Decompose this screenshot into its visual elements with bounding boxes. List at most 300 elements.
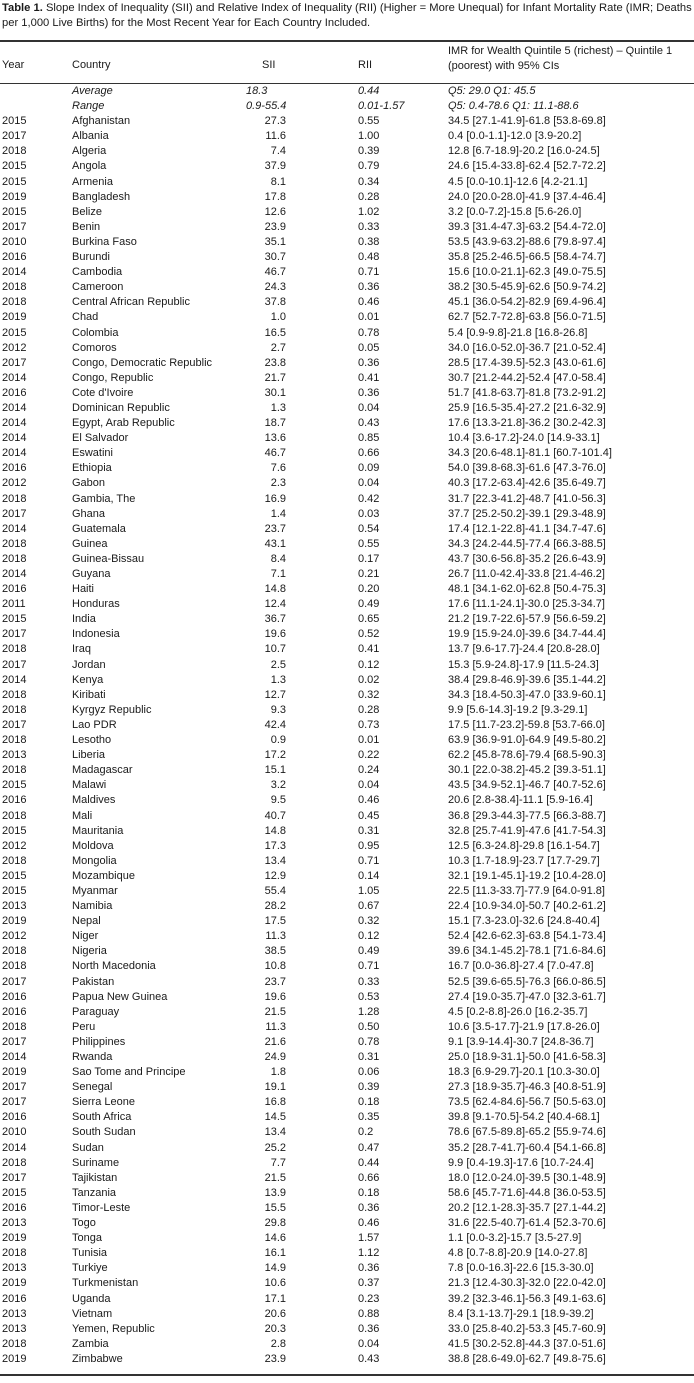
cell-imr: 4.5 [0.0-10.1]-12.6 [4.2-21.1] (448, 175, 588, 188)
cell-rii: 0.85 (358, 432, 380, 445)
cell-imr: 31.7 [22.3-41.2]-48.7 [41.0-56.3] (448, 492, 606, 505)
cell-rii: 0.43 (358, 417, 380, 430)
cell-sii: 19.1 (264, 1081, 286, 1094)
cell-rii: 0.53 (358, 990, 380, 1003)
table-row (0, 1231, 694, 1246)
cell-rii: 0.04 (358, 1337, 380, 1350)
cell-year: 2018 (2, 960, 27, 973)
table-row (0, 839, 694, 854)
cell-country: Congo, Democratic Republic (72, 356, 213, 369)
cell-country: Haiti (72, 583, 95, 596)
cell-imr: 17.6 [11.1-24.1]-30.0 [25.3-34.7] (448, 598, 605, 611)
cell-sii: 42.4 (264, 718, 286, 731)
cell-sii: 46.7 (264, 447, 286, 460)
cell-year: 2017 (2, 220, 27, 233)
cell-sii: 37.9 (264, 160, 286, 173)
cell-imr: 34.3 [18.4-50.3]-47.0 [33.9-60.1] (448, 688, 606, 701)
table-row (0, 295, 694, 310)
cell-rii: 0.18 (358, 1186, 380, 1199)
cell-country: Togo (72, 1217, 96, 1230)
cell-country: Peru (72, 1020, 96, 1033)
cell-country: Cambodia (72, 266, 123, 279)
cell-rii: 0.36 (358, 1262, 380, 1275)
cell-country: Zambia (72, 1337, 109, 1350)
table-row (0, 476, 694, 491)
cell-sii: 13.4 (264, 854, 286, 867)
summary-label: Range (72, 100, 105, 113)
cell-imr: 34.3 [20.6-48.1]-81.1 [60.7-101.4] (448, 447, 612, 460)
cell-country: Burkina Faso (72, 235, 137, 248)
cell-rii: 0.01 (358, 311, 380, 324)
cell-country: Angola (72, 160, 107, 173)
cell-sii: 18.7 (264, 417, 286, 430)
cell-imr: 4.5 [0.2-8.8]-26.0 [16.2-35.7] (448, 1005, 588, 1018)
table-row (0, 265, 694, 280)
cell-sii: 0.9 (270, 734, 286, 747)
cell-rii: 0.14 (358, 869, 380, 882)
table-row (0, 929, 694, 944)
cell-rii: 0.43 (358, 1352, 380, 1365)
cell-rii: 0.36 (358, 281, 380, 294)
cell-country: Afghanistan (72, 115, 131, 128)
cell-sii: 23.9 (264, 1352, 286, 1365)
cell-year: 2015 (2, 160, 27, 173)
cell-year: 2015 (2, 175, 27, 188)
cell-sii: 30.7 (264, 251, 286, 264)
table-row (0, 1337, 694, 1352)
cell-country: Belize (72, 205, 102, 218)
table-row (0, 703, 694, 718)
cell-sii: 27.3 (264, 115, 286, 128)
cell-rii: 0.36 (358, 356, 380, 369)
cell-sii: 20.6 (264, 1307, 286, 1320)
cell-year: 2015 (2, 1186, 27, 1199)
cell-sii: 3.2 (270, 779, 286, 792)
cell-year: 2016 (2, 1292, 27, 1305)
cell-country: Dominican Republic (72, 401, 170, 414)
cell-rii: 0.24 (358, 764, 380, 777)
table-row (0, 1020, 694, 1035)
cell-sii: 20.3 (264, 1322, 286, 1335)
cell-year: 2019 (2, 311, 27, 324)
table-row (0, 1125, 694, 1140)
cell-year: 2019 (2, 190, 27, 203)
cell-sii: 38.5 (264, 945, 286, 958)
cell-country: Albania (72, 130, 109, 143)
cell-year: 2018 (2, 854, 27, 867)
cell-year: 2014 (2, 673, 27, 686)
cell-year: 2015 (2, 613, 27, 626)
cell-year: 2018 (2, 688, 27, 701)
table-row (0, 175, 694, 190)
cell-imr: 27.3 [18.9-35.7]-46.3 [40.8-51.9] (448, 1081, 606, 1094)
cell-imr: 10.6 [3.5-17.7]-21.9 [17.8-26.0] (448, 1020, 600, 1033)
cell-year: 2018 (2, 281, 27, 294)
table-row (0, 1261, 694, 1276)
cell-rii: 0.36 (358, 386, 380, 399)
cell-country: Myanmar (72, 884, 118, 897)
table-row (0, 1216, 694, 1231)
cell-sii: 10.8 (264, 960, 286, 973)
cell-country: Jordan (72, 658, 106, 671)
bottom-rule (0, 1374, 694, 1376)
cell-rii: 0.50 (358, 1020, 380, 1033)
cell-imr: 28.5 [17.4-39.5]-52.3 [43.0-61.6] (448, 356, 606, 369)
cell-country: Sao Tome and Principe (72, 1066, 186, 1079)
cell-country: Niger (72, 930, 99, 943)
table-row (0, 416, 694, 431)
cell-country: Pakistan (72, 975, 115, 988)
cell-rii: 0.22 (358, 749, 380, 762)
cell-imr: 13.7 [9.6-17.7]-24.4 [20.8-28.0] (448, 643, 600, 656)
cell-sii: 25.2 (264, 1141, 286, 1154)
table-row (0, 1352, 694, 1367)
cell-country: Lesotho (72, 734, 112, 747)
cell-sii: 30.1 (264, 386, 286, 399)
cell-country: Kiribati (72, 688, 106, 701)
cell-rii: 0.55 (358, 537, 380, 550)
table-row (0, 1080, 694, 1095)
cell-sii: 1.4 (270, 507, 286, 520)
cell-sii: 15.5 (264, 1201, 286, 1214)
cell-rii: 0.2 (358, 1126, 374, 1139)
header-imr-line2: (poorest) with 95% CIs (448, 60, 560, 72)
cell-imr: 62.2 [45.8-78.6]-79.4 [68.5-90.3] (448, 749, 606, 762)
cell-imr: 36.8 [29.3-44.3]-77.5 [66.3-88.7] (448, 809, 606, 822)
cell-rii: 0.71 (358, 266, 380, 279)
cell-year: 2019 (2, 915, 27, 928)
cell-imr: 12.5 [6.3-24.8]-29.8 [16.1-54.7] (448, 839, 600, 852)
cell-country: Senegal (72, 1081, 113, 1094)
cell-rii: 0.03 (358, 507, 380, 520)
cell-country: Sierra Leone (72, 1096, 135, 1109)
table-row (0, 341, 694, 356)
cell-year: 2014 (2, 568, 27, 580)
cell-rii: 1.57 (358, 1232, 380, 1245)
cell-rii: 0.47 (358, 1141, 380, 1154)
summary-row-range (0, 99, 694, 114)
cell-sii: 12.9 (264, 869, 286, 882)
cell-sii: 23.9 (264, 220, 286, 233)
cell-sii: 14.6 (264, 1232, 286, 1245)
cell-imr: 32.8 [25.7-41.9]-47.6 [41.7-54.3] (448, 824, 606, 837)
cell-sii: 14.8 (264, 824, 286, 837)
table-row (0, 975, 694, 990)
cell-year: 2017 (2, 1171, 27, 1184)
cell-year: 2012 (2, 341, 27, 354)
cell-imr: 39.2 [32.3-46.1]-56.3 [49.1-63.6] (448, 1292, 606, 1305)
cell-year: 2018 (2, 1020, 27, 1033)
cell-imr: 9.9 [5.6-14.3]-19.2 [9.3-29.1] (448, 703, 588, 716)
table-row (0, 129, 694, 144)
cell-year: 2017 (2, 718, 27, 731)
table-row (0, 1110, 694, 1125)
cell-imr: 15.1 [7.3-23.0]-32.6 [24.8-40.4] (448, 915, 600, 928)
cell-rii: 0.38 (358, 235, 380, 248)
cell-country: Maldives (72, 794, 116, 807)
cell-country: Guinea-Bissau (72, 552, 145, 565)
cell-rii: 0.32 (358, 915, 380, 928)
cell-year: 2019 (2, 1352, 27, 1365)
cell-sii: 1.8 (270, 1066, 286, 1079)
cell-year: 2018 (2, 296, 27, 309)
table-row (0, 326, 694, 341)
header-year: Year (2, 59, 25, 71)
cell-year: 2018 (2, 764, 27, 777)
cell-sii: 11.3 (265, 1020, 286, 1033)
cell-rii: 0.04 (358, 477, 380, 490)
cell-year: 2016 (2, 386, 27, 399)
cell-year: 2017 (2, 1096, 27, 1109)
cell-sii: 14.8 (264, 583, 286, 596)
cell-sii: 10.6 (264, 1277, 286, 1290)
table-body (0, 84, 694, 1367)
cell-imr: 37.7 [25.2-50.2]-39.1 [29.3-48.9] (448, 507, 606, 520)
cell-year: 2013 (2, 1217, 27, 1230)
cell-imr: 24.0 [20.0-28.0]-41.9 [37.4-46.4] (448, 190, 606, 203)
cell-year: 2017 (2, 628, 27, 641)
cell-rii: 0.39 (358, 145, 380, 158)
cell-country: Guatemala (72, 522, 126, 535)
cell-rii: 0.34 (358, 175, 380, 188)
cell-country: South Sudan (72, 1126, 136, 1139)
cell-sii: 7.6 (270, 462, 286, 475)
table-row (0, 809, 694, 824)
cell-rii: 0.79 (358, 160, 380, 173)
cell-year: 2013 (2, 1307, 27, 1320)
cell-country: Egypt, Arab Republic (72, 417, 175, 430)
cell-rii: 0.21 (358, 568, 380, 580)
cell-year: 2010 (2, 235, 27, 248)
cell-sii: 16.1 (264, 1247, 286, 1260)
table-row (0, 990, 694, 1005)
cell-imr: 38.2 [30.5-45.9]-62.6 [50.9-74.2] (448, 281, 606, 294)
cell-sii: 2.8 (270, 1337, 286, 1350)
cell-year: 2018 (2, 492, 27, 505)
table-row (0, 627, 694, 642)
cell-year: 2016 (2, 794, 27, 807)
cell-rii: 0.28 (358, 190, 380, 203)
cell-sii: 11.6 (265, 130, 286, 143)
cell-imr: 16.7 [0.0-36.8]-27.4 [7.0-47.8] (448, 960, 594, 973)
cell-rii: 1.12 (358, 1247, 380, 1260)
cell-country: Kenya (72, 673, 104, 686)
cell-rii: 0.12 (358, 658, 380, 671)
table-row (0, 1201, 694, 1216)
cell-year: 2018 (2, 945, 27, 958)
cell-sii: 1.3 (270, 401, 286, 414)
cell-sii: 35.1 (264, 235, 286, 248)
cell-year: 2016 (2, 1201, 27, 1214)
cell-imr: 38.8 [28.6-49.0]-62.7 [49.8-75.6] (448, 1352, 606, 1365)
summary-imr: Q5: 0.4-78.6 Q1: 11.1-88.6 (448, 100, 579, 113)
cell-year: 2012 (2, 930, 27, 943)
cell-year: 2019 (2, 1066, 27, 1079)
cell-rii: 0.49 (358, 598, 380, 611)
summary-sii: 18.3 (246, 85, 268, 97)
summary-row-average (0, 84, 694, 99)
cell-imr: 17.6 [13.3-21.8]-36.2 [30.2-42.3] (448, 417, 606, 430)
header-sii: SII (262, 59, 276, 71)
cell-year: 2018 (2, 552, 27, 565)
cell-year: 2014 (2, 1051, 27, 1063)
table-row (0, 884, 694, 899)
cell-imr: 31.6 [22.5-40.7]-61.4 [52.3-70.6] (448, 1217, 606, 1230)
cell-sii: 21.5 (264, 1171, 286, 1184)
cell-rii: 0.18 (358, 1096, 380, 1109)
cell-sii: 9.5 (270, 794, 286, 807)
cell-sii: 29.8 (264, 1217, 286, 1230)
cell-rii: 0.88 (358, 1307, 380, 1320)
cell-rii: 0.33 (358, 975, 380, 988)
cell-sii: 46.7 (264, 266, 286, 279)
cell-sii: 24.3 (264, 281, 286, 294)
cell-year: 2015 (2, 205, 27, 218)
cell-sii: 13.4 (264, 1126, 286, 1139)
cell-sii: 17.5 (264, 915, 286, 928)
cell-imr: 34.3 [24.2-44.5]-77.4 [66.3-88.5] (448, 537, 606, 550)
cell-year: 2017 (2, 356, 27, 369)
cell-country: Mauritania (72, 824, 124, 837)
table-row (0, 144, 694, 159)
table-row (0, 1292, 694, 1307)
cell-rii: 0.71 (358, 854, 380, 867)
cell-imr: 10.4 [3.6-17.2]-24.0 [14.9-33.1] (448, 432, 600, 445)
cell-imr: 15.6 [10.0-21.1]-62.3 [49.0-75.5] (448, 266, 606, 279)
cell-imr: 4.8 [0.7-8.8]-20.9 [14.0-27.8] (448, 1247, 588, 1260)
table-row (0, 492, 694, 507)
cell-country: Colombia (72, 326, 119, 339)
cell-year: 2017 (2, 1081, 27, 1094)
cell-imr: 40.3 [17.2-63.4]-42.6 [35.6-49.7] (448, 477, 606, 490)
cell-imr: 52.4 [42.6-62.3]-63.8 [54.1-73.4] (448, 930, 606, 943)
cell-rii: 0.31 (358, 824, 380, 837)
cell-country: Yemen, Republic (72, 1322, 155, 1335)
cell-rii: 0.41 (358, 371, 380, 384)
table-row (0, 914, 694, 929)
cell-country: Malawi (72, 779, 107, 792)
table-row (0, 673, 694, 688)
header-country: Country (72, 59, 111, 71)
cell-imr: 18.0 [12.0-24.0]-39.5 [30.1-48.9] (448, 1171, 606, 1184)
cell-rii: 0.17 (358, 552, 380, 565)
cell-country: India (72, 613, 96, 626)
cell-year: 2013 (2, 749, 27, 762)
cell-sii: 17.2 (264, 749, 286, 762)
cell-country: Timor-Leste (72, 1201, 131, 1214)
cell-country: Gabon (72, 477, 106, 490)
cell-year: 2016 (2, 1005, 27, 1018)
cell-sii: 23.7 (264, 975, 286, 988)
cell-rii: 0.67 (358, 900, 380, 913)
cell-imr: 30.1 [22.0-38.2]-45.2 [39.3-51.1] (448, 764, 606, 777)
cell-year: 2019 (2, 1232, 27, 1245)
table-caption (2, 1, 692, 31)
table-row (0, 1322, 694, 1337)
cell-sii: 7.4 (270, 145, 286, 158)
cell-year: 2013 (2, 1262, 27, 1275)
cell-imr: 25.0 [18.9-31.1]-50.0 [41.6-58.3] (448, 1051, 606, 1063)
cell-sii: 17.8 (264, 190, 286, 203)
cell-year: 2015 (2, 869, 27, 882)
table-row (0, 748, 694, 763)
cell-country: Paraguay (72, 1005, 120, 1018)
cell-imr: 5.4 [0.9-9.8]-21.8 [16.8-26.8] (448, 326, 588, 339)
table-row (0, 190, 694, 205)
cell-imr: 78.6 [67.5-89.8]-65.2 [55.9-74.6] (448, 1126, 606, 1139)
cell-rii: 0.33 (358, 220, 380, 233)
cell-rii: 0.54 (358, 522, 380, 535)
cell-imr: 7.8 [0.0-16.3]-22.6 [15.3-30.0] (448, 1262, 594, 1275)
cell-imr: 34.5 [27.1-41.9]-61.8 [53.8-69.8] (448, 115, 606, 128)
cell-country: Vietnam (72, 1307, 113, 1320)
cell-imr: 62.7 [52.7-72.8]-63.8 [56.0-71.5] (448, 311, 606, 324)
cell-year: 2017 (2, 130, 27, 143)
header-rii: RII (358, 59, 373, 71)
cell-sii: 40.7 (264, 809, 286, 822)
cell-country: Cote d'Ivoire (72, 386, 134, 399)
summary-rii: 0.01-1.57 (358, 100, 405, 113)
cell-year: 2016 (2, 583, 27, 596)
cell-rii: 0.45 (358, 809, 380, 822)
cell-imr: 45.1 [36.0-54.2]-82.9 [69.4-96.4] (448, 296, 606, 309)
table-title: Slope Index of Inequality (SII) and Relative Index of Inequality (RII) (Higher = More Unequal) for Infant Mortality Rate (IMR; Deaths per 1,000 Live Births) for the Most Recent Year for Each Country Included. (2, 2, 692, 29)
cell-sii: 9.3 (270, 703, 286, 716)
cell-year: 2014 (2, 371, 27, 384)
cell-year: 2014 (2, 447, 27, 460)
cell-sii: 16.5 (264, 326, 286, 339)
table-row (0, 1246, 694, 1261)
cell-rii: 0.04 (358, 779, 380, 792)
summary-sii: 0.9-55.4 (246, 100, 287, 113)
cell-country: Ghana (72, 507, 106, 520)
cell-sii: 19.6 (264, 628, 286, 641)
cell-sii: 2.5 (270, 658, 286, 671)
cell-country: Rwanda (72, 1051, 113, 1063)
cell-year: 2010 (2, 1126, 27, 1139)
table-row (0, 1005, 694, 1020)
cell-imr: 9.9 [0.4-19.3]-17.6 [10.7-24.4] (448, 1156, 594, 1169)
cell-country: South Africa (72, 1111, 132, 1124)
cell-imr: 22.5 [11.3-33.7]-77.9 [64.0-91.8] (448, 884, 605, 897)
cell-year: 2017 (2, 507, 27, 520)
cell-rii: 0.23 (358, 1292, 380, 1305)
cell-country: Burundi (72, 251, 110, 264)
cell-country: Mongolia (72, 854, 117, 867)
cell-sii: 1.0 (270, 311, 286, 324)
cell-imr: 21.3 [12.4-30.3]-32.0 [22.0-42.0] (448, 1277, 606, 1290)
cell-country: North Macedonia (72, 960, 156, 973)
table-row (0, 371, 694, 386)
cell-imr: 24.6 [15.4-33.8]-62.4 [52.7-72.2] (448, 160, 606, 173)
cell-year: 2012 (2, 477, 27, 490)
cell-rii: 0.46 (358, 296, 380, 309)
cell-sii: 8.1 (270, 175, 286, 188)
cell-sii: 28.2 (264, 900, 286, 913)
cell-country: Honduras (72, 598, 120, 611)
table-row (0, 310, 694, 325)
cell-country: Eswatini (72, 447, 113, 460)
cell-imr: 0.4 [0.0-1.1]-12.0 [3.9-20.2] (448, 130, 582, 143)
cell-year: 2013 (2, 1322, 27, 1335)
cell-imr: 39.3 [31.4-47.3]-63.2 [54.4-72.0] (448, 220, 606, 233)
cell-imr: 27.4 [19.0-35.7]-47.0 [32.3-61.7] (448, 990, 606, 1003)
table-row (0, 431, 694, 446)
cell-imr: 21.2 [19.7-22.6]-57.9 [56.6-59.2] (448, 613, 606, 626)
table-row (0, 522, 694, 537)
cell-imr: 15.3 [5.9-24.8]-17.9 [11.5-24.3] (448, 658, 599, 671)
cell-imr: 25.9 [16.5-35.4]-27.2 [21.6-32.9] (448, 401, 606, 414)
